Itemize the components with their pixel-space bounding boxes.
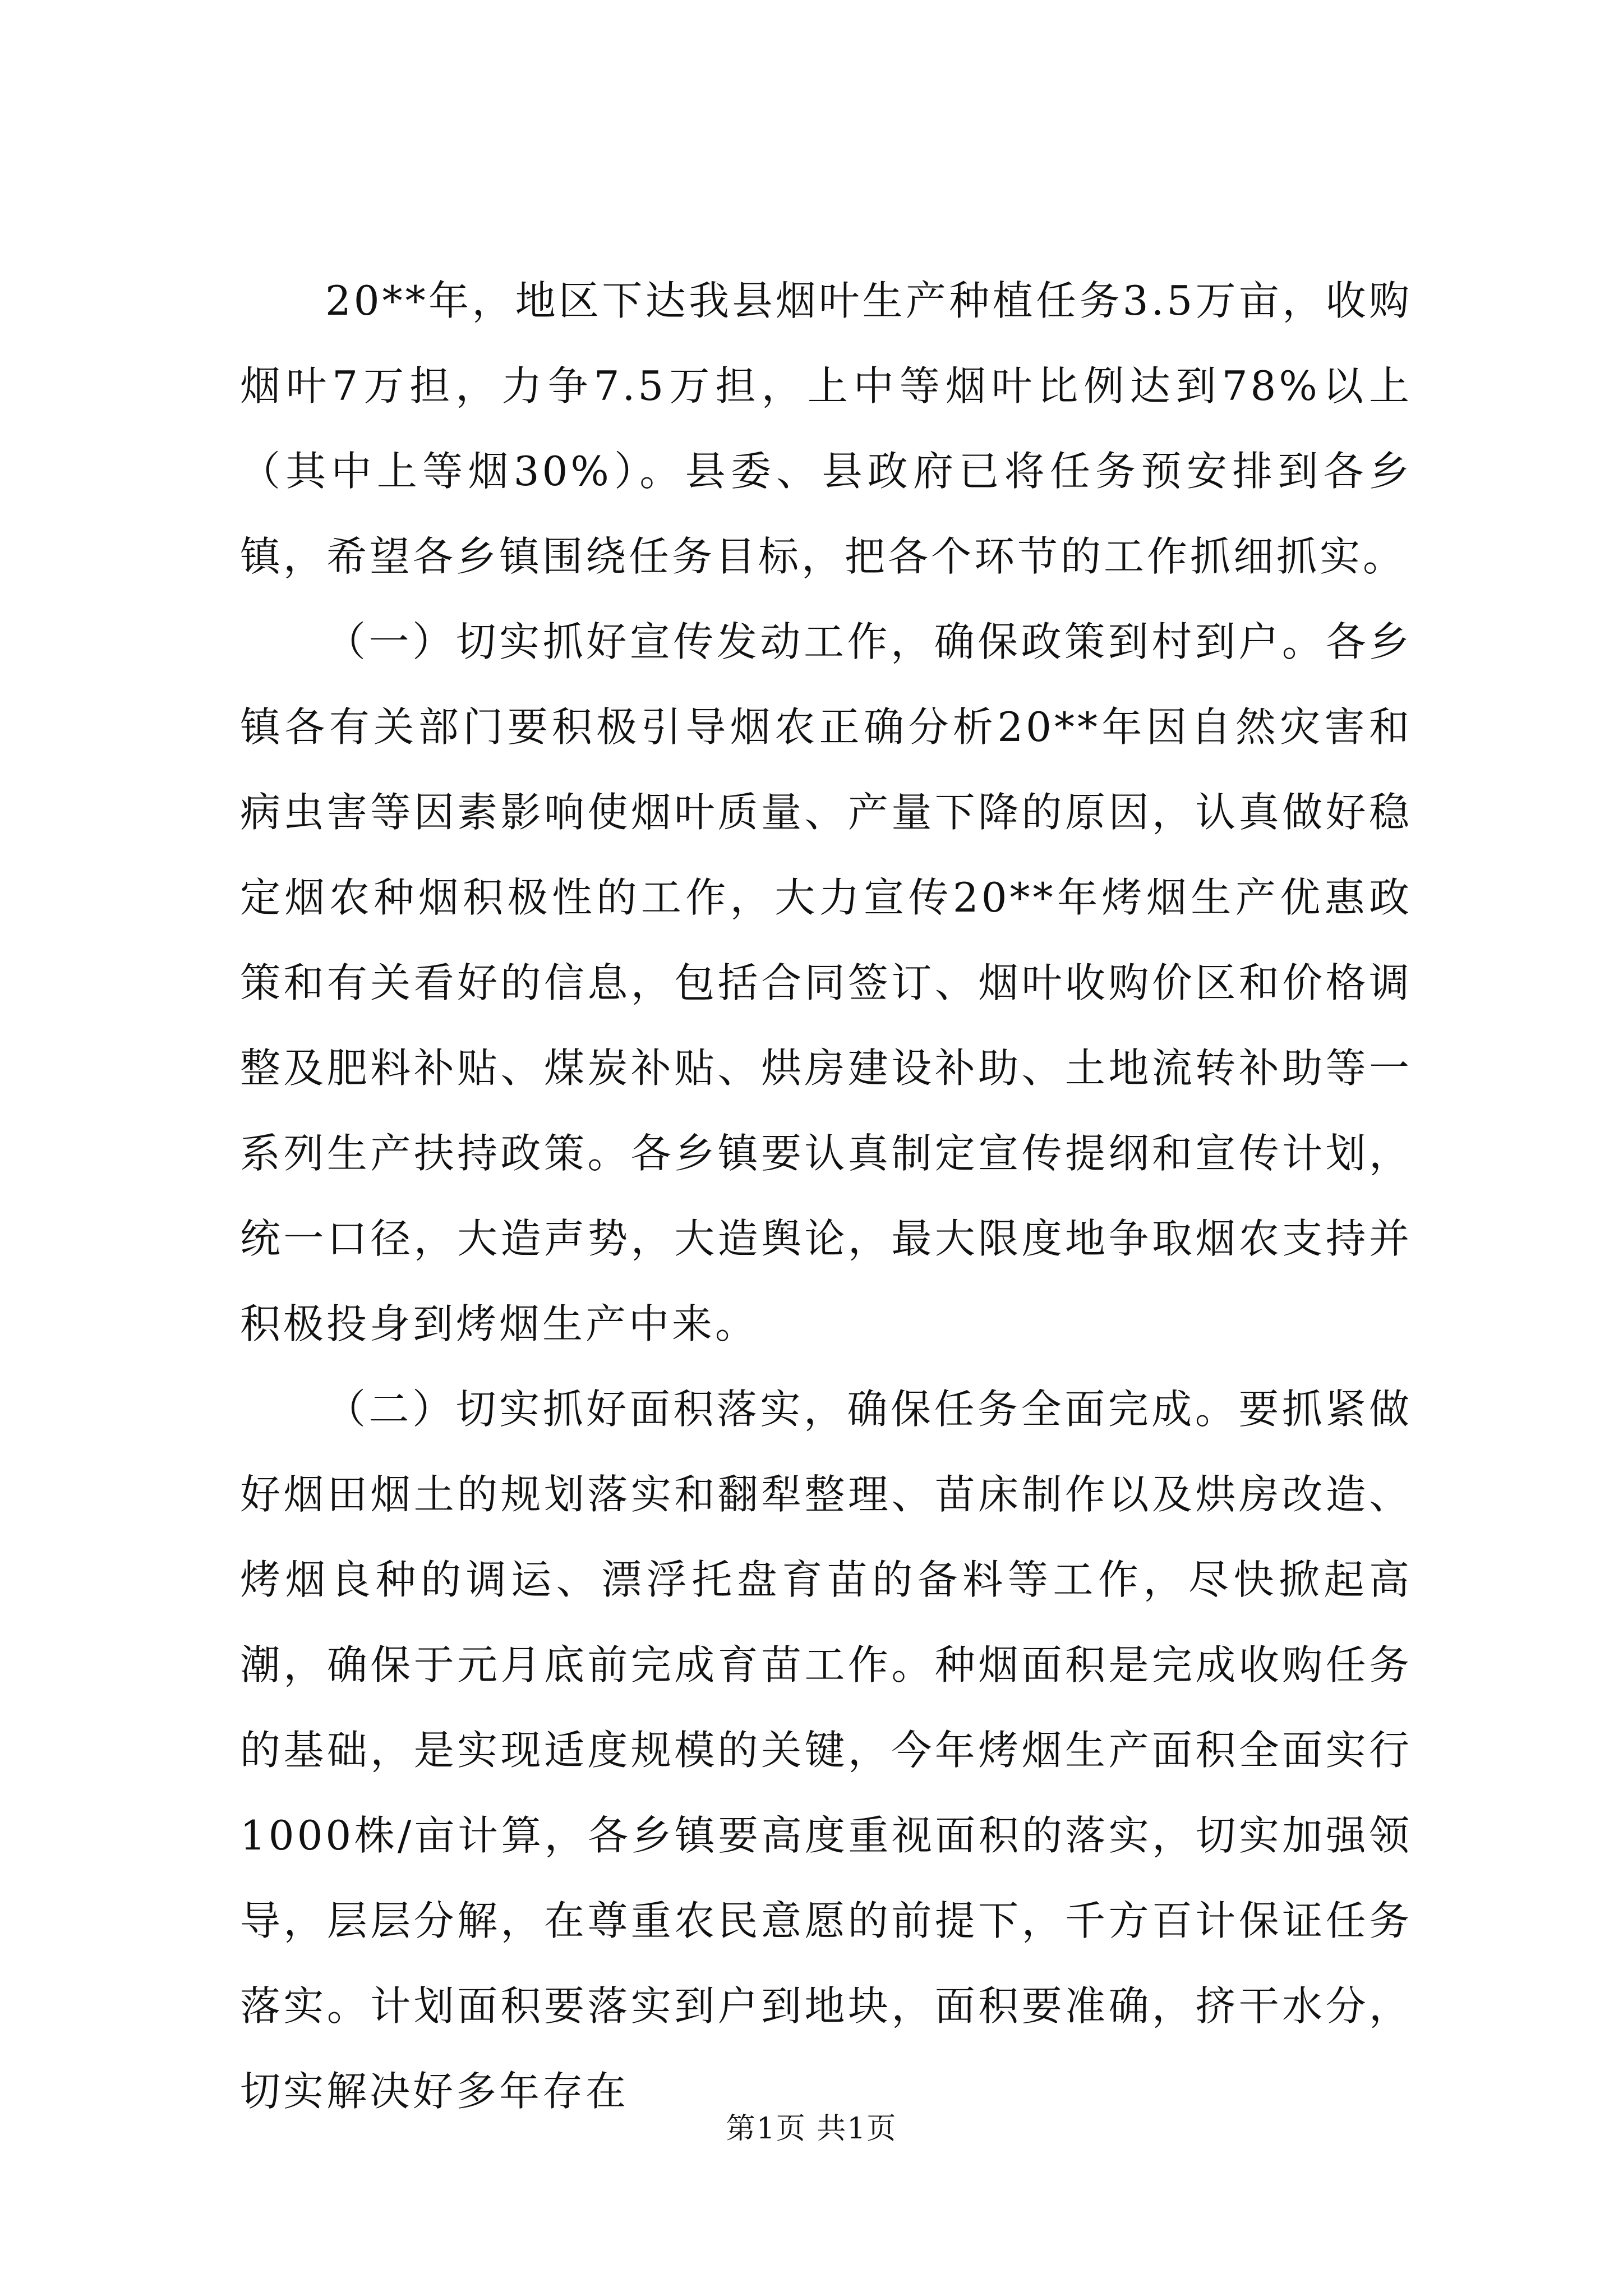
paragraph-publicity-work: （一）切实抓好宣传发动工作，确保政策到村到户。各乡镇各有关部门要积极引导烟农正确分析20**年因自然灾害和病虫害等因素影响使烟叶质量、产量下降的原因，认真做好稳定烟农种烟积极性的工作，大力宣传20**年烤烟生产优惠政策和有关看好的信息，包括合同签订、烟叶收购价区和价格调整及肥料补贴、煤炭补贴、烘房建设补助、土地流转补助等一系列生产扶持政策。各乡镇要认真制定宣传提纲和宣传计划，统一口径，大造声势，大造舆论，最大限度地争取烟农支持并积极投身到烤烟生产中来。	[240, 618, 1412, 1347]
document-body	[240, 258, 1412, 2134]
paragraph-area-implementation: （二）切实抓好面积落实，确保任务全面完成。要抓紧做好烟田烟土的规划落实和翻犁整理、苗床制作以及烘房改造、烤烟良种的调运、漂浮托盘育苗的备料等工作，尽快掀起高潮，确保于元月底前完成育苗工作。种烟面积是完成收购任务的基础，是实现适度规模的关键，今年烤烟生产面积全面实行1000株/亩计算，各乡镇要高度重视面积的落实，切实加强领导，层层分解，在尊重农民意愿的前提下，千方百计保证任务落实。计划面积要落实到户到地块，面积要准确，挤干水分，切实解决好多年存在	[240, 1386, 1412, 2115]
paragraph-task-overview: 20**年，地区下达我县烟叶生产种植任务3.5万亩，收购烟叶7万担，力争7.5万担，上中等烟叶比例达到78%以上（其中上等烟30%）。县委、县政府已将任务预安排到各乡镇，希望各乡镇围绕任务目标，把各个环节的工作抓细抓实。	[240, 277, 1412, 580]
page-number-footer: 第1页 共1页	[726, 2112, 897, 2146]
